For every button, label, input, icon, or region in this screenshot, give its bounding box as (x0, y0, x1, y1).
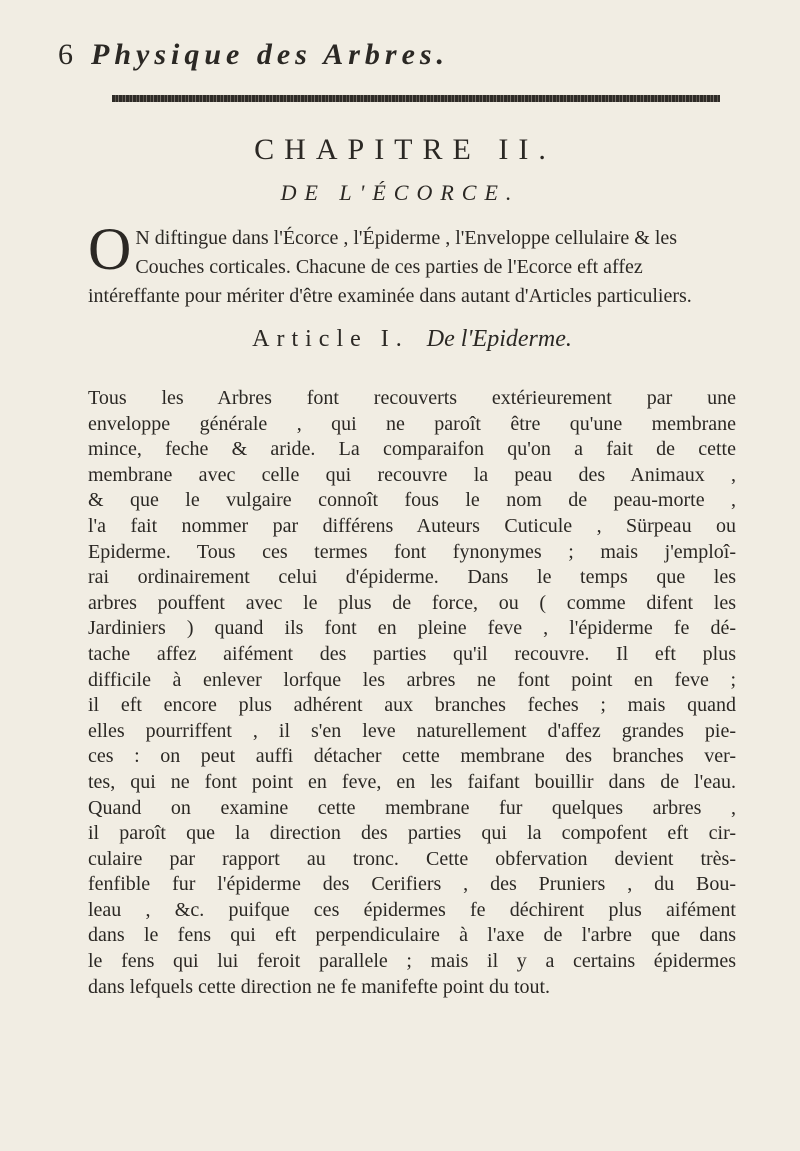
text-line: membrane avec celle qui recouvre la peau des Animaux , (88, 463, 736, 486)
text-line: elles pourriffent , il s'en leve naturellement d'affez grandes pie- (88, 719, 736, 742)
intro-paragraph (88, 216, 736, 311)
text-line: fenfible fur l'épiderme des Cerifiers , des Pruniers , du Bou- (88, 873, 736, 896)
text-line: l'a fait nommer par différens Auteurs Cuticule , Sürpeau ou (88, 514, 736, 537)
body-text (88, 386, 736, 1000)
chapter-heading: CHAPITRE II. (254, 133, 556, 166)
article-heading (88, 326, 736, 353)
text-line: il eft encore plus adhérent aux branches feches ; mais quand (88, 694, 736, 717)
text-line: dans lefquels cette direction ne fe manifefte point du tout. (88, 975, 551, 998)
running-title: Physique des Arbres. (91, 38, 450, 71)
text-line: & que le vulgaire connoît fous le nom de peau-morte , (88, 489, 736, 512)
page-number: 6 (58, 38, 73, 71)
text-line: culaire par rapport au tronc. Cette obfervation devient très- (88, 847, 736, 870)
running-head (58, 38, 748, 82)
text-line: difficile à enlever lorfque les arbres ne font point en feve ; (88, 668, 736, 691)
text-line: mince, feche & aride. La comparaifon qu'on a fait de cette (88, 438, 736, 461)
text-line: tes, qui ne font point en feve, en les faifant bouillir dans de l'eau. (88, 770, 736, 793)
text-line: arbres pouffent avec le plus de force, ou ( comme difent les (88, 591, 736, 614)
text-line: Jardiniers ) quand ils font en pleine feve , l'épiderme fe dé- (88, 617, 736, 640)
text-line: leau , &c. puifque ces épidermes fe déchirent plus aifément (88, 898, 736, 921)
text-line: ces : on peut auffi détacher cette membrane des branches ver- (88, 745, 736, 768)
text-line: dans le fens qui eft perpendiculaire à l'axe de l'arbre que dans (88, 924, 736, 947)
text-line: rai ordinairement celui d'épiderme. Dans le temps que les (88, 566, 736, 589)
text-line: il paroît que la direction des parties qui la compofent eft cir- (88, 822, 736, 845)
drop-cap: O (88, 216, 132, 282)
chapter-subtitle: DE L'ÉCORCE. (280, 180, 520, 205)
article-label: Article I. (252, 326, 409, 352)
article-title: De l'Epiderme. (426, 326, 572, 352)
text-line: Quand on examine cette membrane fur quelques arbres , (88, 796, 736, 819)
text-line: Tous les Arbres font recouverts extérieurement par une (88, 387, 736, 409)
intro-text: N diftingue dans l'Écorce , l'Épiderme , l'Enveloppe cellulaire & les Couches corticales. Chacune de ces parties de l'Ecorce eft affez intéreffante pour mériter d'être examinée dans autant d'Articles particuliers. (88, 227, 692, 307)
text-line: le fens qui lui feroit parallele ; mais il y a certains épidermes (88, 950, 736, 973)
text-line: tache affez aifément des parties qu'il recouvre. Il eft plus (88, 642, 736, 665)
ornamental-rule (112, 95, 720, 102)
text-line: enveloppe générale , qui ne paroît être qu'une membrane (88, 412, 736, 435)
text-line: Epiderme. Tous ces termes font fynonymes ; mais j'emploî- (88, 540, 736, 563)
